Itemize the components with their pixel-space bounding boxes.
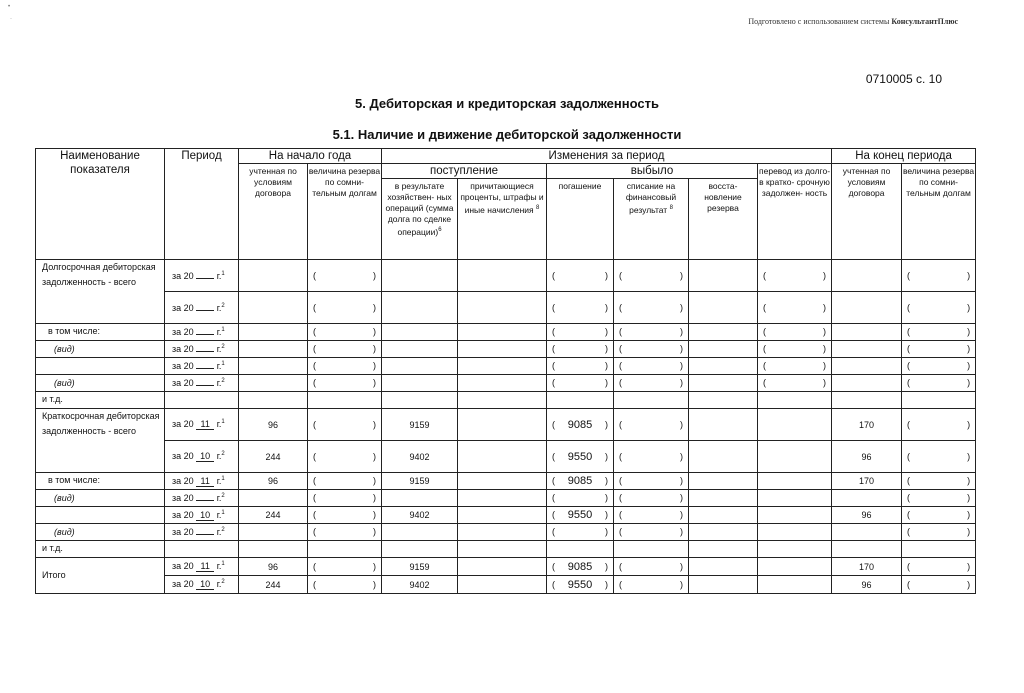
row-label-etc: и т.д. <box>36 392 165 409</box>
col-name-header: Наименование показателя <box>36 149 165 260</box>
start-value: 244 <box>239 576 308 594</box>
source-note-brand: КонсультантПлюс <box>891 17 958 26</box>
period-cell: за 20 г.$^2$ <box>165 292 239 324</box>
start-value: 244 <box>239 507 308 524</box>
end-value: 170 <box>832 558 902 576</box>
row-label-kind: (вид) <box>36 490 165 507</box>
col-end-reserve: величина резерва по сомни- тельным долгам <box>902 164 976 260</box>
receipt-value: 9159 <box>382 473 458 490</box>
col-end-contract: учтенная по условиям договора <box>832 164 902 260</box>
period-cell: за 20 11 г.$^1$ <box>165 558 239 576</box>
col-start-reserve: величина резерва по сомни- тельным долгам <box>308 164 382 260</box>
repayment-value: 9085 <box>567 560 593 573</box>
col-receipt-header: поступление <box>382 164 547 179</box>
col-interest: причитающиеся проценты, штрафы и иные начисления $^8$ <box>458 179 547 260</box>
receipt-value: 9159 <box>382 409 458 441</box>
repayment-value: 9550 <box>567 509 593 521</box>
start-value: 96 <box>239 558 308 576</box>
scan-speck: • <box>8 4 11 10</box>
repayment-value: 9550 <box>567 450 593 463</box>
end-value: 170 <box>832 473 902 490</box>
period-cell: за 20 г.$^1$ <box>165 260 239 292</box>
row-label-including: в том числе: <box>36 324 165 341</box>
period-cell: за 20 г.$^1$ <box>165 324 239 341</box>
col-transfer: перевод из долго- в кратко- срочную задолжен- ность <box>758 164 832 260</box>
source-note: Подготовлено с использованием системы КонсультантПлюс <box>748 17 958 26</box>
scan-speck: · <box>10 16 12 22</box>
receipt-value: 9159 <box>382 558 458 576</box>
section-title: 5. Дебиторская и кредиторская задолженность <box>355 96 659 111</box>
row-label-shortterm: Краткосрочная дебиторская задолженность - всего <box>36 409 165 473</box>
col-changes-header: Изменения за период <box>382 149 832 164</box>
row-label-kind: (вид) <box>36 524 165 541</box>
end-value: 96 <box>832 507 902 524</box>
period-cell: за 20 г.$^2$ <box>165 375 239 392</box>
col-disposal-header: выбыло <box>547 164 758 179</box>
row-label-etc: и т.д. <box>36 541 165 558</box>
col-start-contract: учтенная по условиям договора <box>239 164 308 260</box>
row-label-kind: (вид) <box>36 341 165 358</box>
receipt-value: 9402 <box>382 441 458 473</box>
col-repayment: погашение <box>547 179 614 260</box>
period-cell: за 20 10 г.$^2$ <box>165 441 239 473</box>
row-label-longterm: Долгосрочная дебиторская задолженность - всего <box>36 260 165 324</box>
start-value: 96 <box>239 409 308 441</box>
receipt-value: 9402 <box>382 576 458 594</box>
col-writeoff: списание на финансовый результат $^8$ <box>614 179 689 260</box>
col-end-header: На конец периода <box>832 149 976 164</box>
repayment-value: 9085 <box>567 418 593 431</box>
col-business-ops: в результате хозяйствен- ных операций (сумма долга по сделке операции)$^6$ <box>382 179 458 260</box>
subsection-title: 5.1. Наличие и движение дебиторской задолженности <box>332 127 682 142</box>
period-cell: за 20 11 г.$^1$ <box>165 409 239 441</box>
end-value: 170 <box>832 409 902 441</box>
period-cell: за 20 г.$^1$ <box>165 358 239 375</box>
period-cell: за 20 10 г.$^2$ <box>165 576 239 594</box>
end-value: 96 <box>832 576 902 594</box>
period-cell: за 20 г.$^2$ <box>165 490 239 507</box>
receipt-value: 9402 <box>382 507 458 524</box>
col-start-header: На начало года <box>239 149 382 164</box>
period-cell: за 20 г.$^2$ <box>165 524 239 541</box>
start-value: 96 <box>239 473 308 490</box>
period-cell: за 20 11 г.$^1$ <box>165 473 239 490</box>
start-value: 244 <box>239 441 308 473</box>
period-cell: за 20 г.$^2$ <box>165 341 239 358</box>
row-label-kind: (вид) <box>36 375 165 392</box>
end-value: 96 <box>832 441 902 473</box>
repayment-value: 9550 <box>567 578 593 591</box>
receivables-table: Наименование показателя Период На начало года Изменения за период На конец периода учтенная по условиям договора величина резерва по сомни- тельным долгам поступление выбыло перевод из долго- в кратко- срочную задолжен- ность учтенная по условиям договора величина резерва по сомни- тельным долгам в результате хозяйствен- ных операций (сумма долга по сделке операции)$^6$ причитающиеся проценты, штрафы и иные начисления $^8$ погашение списание на финансовый результат $^8$ восста- новление резерва Долгосрочная дебиторская задолженность - всего за 20 г.$^1$ ( ) ( ) ( ) ( ) ( ) за 20 г.$^2$ ( ) ( ) ( ) ( ) ( ) в том числе: за 20 г.$^1$ ( ) ( ) ( ) ( ) ( ) (вид) за 20 г.$^2$ ( ) ( ) ( ) ( ) ( ) за 20 г.$^1$ ( ) ( ) ( ) ( ) ( ) (вид) за 20 г.$^2$ ( ) ( ) ( ) ( ) ( ) и т.д. Краткосрочная дебиторская задолженность - всего за 20 11 г.$^1$ 96 ( ) 9159 ( 9085 ) ( ) 170 ( ) за 20 10 г.$^2$ 244 ( ) 9402 ( 9550 ) ( ) 96 ( ) в том числе: за 20 11 г.$^1$ 96 ( ) 9159 ( 9085 ) ( ) 170 ( ) (вид) за 20 г.$^2$ ( ) ( ) ( ) ( ) за 20 10 г.$^1$ 244 ( ) 9402 ( 9550 ) ( ) 96 ( ) (вид) за 20 г.$^2$ ( ) ( ) ( ) ( ) и т.д. Итого за 20 11 г.$^1$ 96 ( ) 9159 ( 9085 ) ( ) 170 ( ) за 20 10 г.$^2$ 244 ( ) 9402 ( 9550 ) ( ) 96 ( ) <box>35 148 976 594</box>
period-cell: за 20 10 г.$^1$ <box>165 507 239 524</box>
col-period-header: Период <box>165 149 239 260</box>
row-label-including: в том числе: <box>36 473 165 490</box>
repayment-value: 9085 <box>567 475 593 487</box>
col-restore: восста- новление резерва <box>689 179 758 260</box>
form-code: 0710005 с. 10 <box>865 72 942 86</box>
row-label-total: Итого <box>36 558 165 594</box>
